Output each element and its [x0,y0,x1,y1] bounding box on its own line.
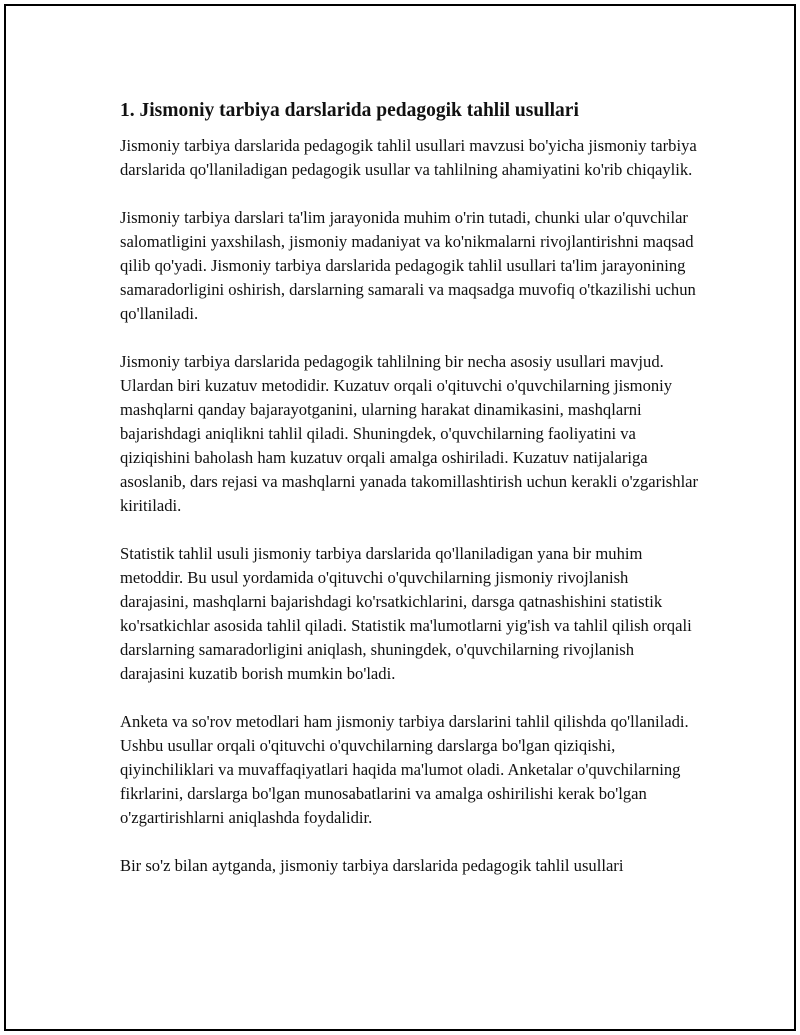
paragraph-observation-method: Jismoniy tarbiya darslarida pedagogik tahlilning bir necha asosiy usullari mavjud. Ulardan biri kuzatuv metodidir. Kuzatuv orqali o'qituvchi o'quvchilarning jismoniy mashqlarni qanday bajarayotganini, ularning harakat dinamikasini, mashqlarni bajarishdagi aniqlikni tahlil qiladi. Shuningdek, o'quvchilarning faoliyatini va qiziqishini baholash ham kuzatuv orqali amalga oshiriladi. Kuzatuv natijalariga asoslanib, dars rejasi va mashqlarni yanada takomillashtirish uchun kerakli o'zgarishlar kiritiladi. [120,352,699,515]
paragraph-intro: Jismoniy tarbiya darslarida pedagogik tahlil usullari mavzusi bo'yicha jismoniy tarbiya darslarida qo'llaniladigan pedagogik usullar va tahlilning ahamiyatini ko'rib chiqaylik. [120,136,697,179]
paragraph-importance: Jismoniy tarbiya darslari ta'lim jarayonida muhim o'rin tutadi, chunki ular o'quvchilar salomatligini yaxshilash, jismoniy madaniyat va ko'nikmalarni rivojlantirishni maqsad qilib qo'yadi. Jismoniy tarbiya darslarida pedagogik tahlil usullari ta'lim jarayonining samaradorligini oshirish, darslarning samarali va maqsadga muvofiq o'tkazilishi uchun qo'llaniladi. [120,208,696,323]
document-body [120,98,700,902]
paragraph-statistical-method: Statistik tahlil usuli jismoniy tarbiya darslarida qo'llaniladigan yana bir muhim metoddir. Bu usul yordamida o'qituvchi o'quvchilarning jismoniy rivojlanish darajasini, mashqlarni bajarishdagi ko'rsatkichlarini, darsga qatnashishini statistik ko'rsatkichlar asosida tahlil qiladi. Statistik ma'lumotlarni yig'ish va tahlil qilish orqali darslarning samaradorligini aniqlash, shuningdek, o'quvchilarning rivojlanish darajasini kuzatib borish mumkin bo'ladi. [120,544,692,683]
paragraph-survey-method: Anketa va so'rov metodlari ham jismoniy tarbiya darslarini tahlil qilishda qo'llaniladi. Ushbu usullar orqali o'qituvchi o'quvchilarning darslarga bo'lgan qiziqishi, qiyinchiliklari va muvaffaqiyatlari haqida ma'lumot oladi. Anketalar o'quvchilarning fikrlarini, darslarga bo'lgan munosabatlarini va amalga oshirilishi kerak bo'lgan o'zgartirishlarni aniqlashda foydalidir. [120,712,689,827]
section-heading: 1. Jismoniy tarbiya darslarida pedagogik tahlil usullari [120,100,579,121]
page-frame [4,4,796,1031]
paragraph-conclusion: Bir so'z bilan aytganda, jismoniy tarbiya darslarida pedagogik tahlil usullari [120,856,624,875]
